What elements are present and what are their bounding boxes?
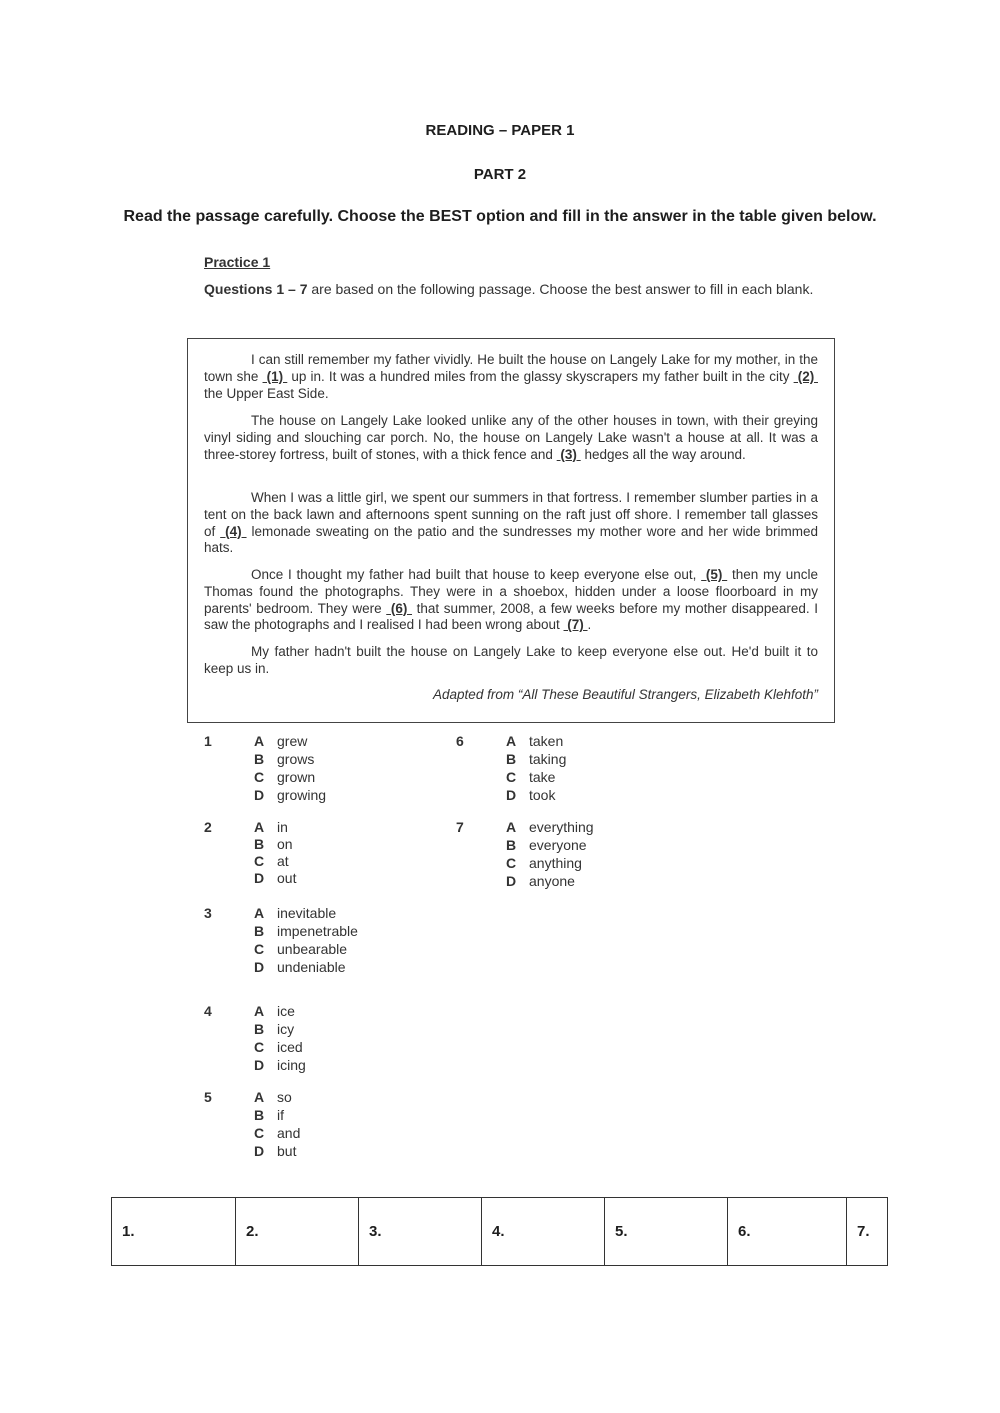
p2-text-b: hedges all the way around. <box>580 446 746 462</box>
option-4c[interactable] <box>254 1039 303 1057</box>
option-letter: C <box>506 855 517 871</box>
page-title: READING – PAPER 1 <box>425 122 575 139</box>
part-heading: PART 2 <box>473 166 527 183</box>
option-text: anything <box>529 855 582 871</box>
blank-4: (4) <box>220 523 247 539</box>
option-letter: C <box>506 769 517 785</box>
option-5a[interactable] <box>254 1089 292 1107</box>
option-text: on <box>277 836 293 852</box>
option-letter: A <box>506 819 517 835</box>
option-3a[interactable] <box>254 905 336 923</box>
answer-cell-5[interactable]: 5. <box>605 1198 728 1266</box>
passage-paragraph-1 <box>204 352 818 402</box>
option-letter: C <box>254 853 265 869</box>
option-1d[interactable] <box>254 787 326 805</box>
option-letter: A <box>254 905 265 921</box>
answer-cell-4[interactable]: 4. <box>482 1198 605 1266</box>
question-number: 3 <box>204 905 212 921</box>
option-letter: D <box>254 959 265 975</box>
option-2c[interactable] <box>254 853 289 871</box>
option-2a[interactable] <box>254 819 288 837</box>
option-letter: A <box>254 733 265 749</box>
questions-intro-text: are based on the following passage. Choose the best answer to fill in each blank. <box>307 281 814 297</box>
option-letter: A <box>254 1003 265 1019</box>
option-letter: D <box>254 1057 265 1073</box>
passage-box <box>187 338 835 723</box>
answer-cell-2[interactable]: 2. <box>236 1198 359 1266</box>
option-6a[interactable] <box>506 733 563 751</box>
option-text: taken <box>529 733 564 749</box>
p4-text-a: Once I thought my father had built that house to keep everyone else out, <box>251 567 702 582</box>
option-text: at <box>277 853 289 869</box>
question-number: 1 <box>204 733 212 749</box>
option-text: took <box>529 787 556 803</box>
option-text: ice <box>277 1003 295 1019</box>
option-letter: A <box>506 733 517 749</box>
p1-text-a: I can still remember my father vividly. He built the house on Langely Lake for my mother, in the town she <box>204 352 818 384</box>
instruction: Read the passage carefully. Choose the BEST option and fill in the answer in the table given below. <box>123 208 877 225</box>
p4-text-c: that summer, 2008, a few weeks before my mother disappeared. I saw the photographs and I realised I had been wrong about <box>204 600 818 633</box>
blank-3: (3) <box>556 446 581 462</box>
option-3c[interactable] <box>254 941 347 959</box>
option-letter: B <box>254 751 265 767</box>
option-letter: C <box>254 1039 265 1055</box>
option-text: anyone <box>529 873 575 889</box>
option-letter: D <box>254 787 265 803</box>
option-text: undeniable <box>277 959 346 975</box>
blank-7: (7) <box>563 617 588 633</box>
questions-intro <box>204 281 818 298</box>
option-text: taking <box>529 751 567 767</box>
option-text: so <box>277 1089 292 1105</box>
p3-text-a: When I was a little girl, we spent our summers in that fortress. I remember slumber parties in a tent on the back lawn and afternoons spent sunning on the raft just off shore. I remember tall glasses of <box>204 490 818 539</box>
answer-cell-3[interactable]: 3. <box>359 1198 482 1266</box>
option-1c[interactable] <box>254 769 315 787</box>
answer-cell-6[interactable]: 6. <box>728 1198 847 1266</box>
option-letter: C <box>254 769 265 785</box>
option-5b[interactable] <box>254 1107 284 1125</box>
answer-cell-1[interactable]: 1. <box>112 1198 236 1266</box>
option-5c[interactable] <box>254 1125 300 1143</box>
option-7d[interactable] <box>506 873 575 891</box>
option-text: out <box>277 870 297 886</box>
option-7c[interactable] <box>506 855 582 873</box>
option-letter: B <box>254 1021 265 1037</box>
blank-2: (2) <box>793 368 818 384</box>
passage-paragraph-3 <box>204 490 818 557</box>
option-text: icy <box>277 1021 295 1037</box>
option-text: take <box>529 769 556 785</box>
option-3d[interactable] <box>254 959 346 977</box>
passage-paragraph-5: My father hadn't built the house on Langely Lake to keep everyone else out. He'd built it to keep us in. <box>204 644 818 676</box>
p3-text-b: lemonade sweating on the patio and the sundresses my mother wore and her wide brimmed hats. <box>204 523 818 556</box>
question-number: 4 <box>204 1003 212 1019</box>
option-3b[interactable] <box>254 923 358 941</box>
option-6d[interactable] <box>506 787 555 805</box>
question-number: 2 <box>204 819 212 835</box>
p1-text-c: up in. It was a hundred miles from the glassy skyscrapers my father built in the city <box>287 368 794 384</box>
p1-text-d: the Upper East Side. <box>204 385 329 401</box>
option-text: and <box>277 1125 301 1141</box>
practice-heading: Practice 1 <box>204 254 271 270</box>
option-letter: D <box>506 873 517 889</box>
option-2b[interactable] <box>254 836 293 854</box>
option-text: grew <box>277 733 308 749</box>
option-text: in <box>277 819 288 835</box>
option-letter: B <box>506 751 517 767</box>
blank-5: (5) <box>701 567 728 582</box>
p2-text-a: The house on Langely Lake looked unlike any of the other houses in town, with their greying vinyl siding and slouching car porch. No, the house on Langely Lake wasn't a house at all. It was a three-storey fortress, built of stones, with a thick fence and <box>204 413 818 462</box>
passage-source: Adapted from “All These Beautiful Strangers, Elizabeth Klehfoth” <box>433 687 818 702</box>
option-text: icing <box>277 1057 306 1073</box>
option-letter: A <box>254 1089 265 1105</box>
option-7b[interactable] <box>506 837 587 855</box>
option-text: but <box>277 1143 297 1159</box>
answer-cell-7[interactable]: 7. <box>847 1198 888 1266</box>
option-6b[interactable] <box>506 751 566 769</box>
option-text: everything <box>529 819 594 835</box>
question-number: 7 <box>456 819 464 835</box>
option-letter: D <box>254 1143 265 1159</box>
option-letter: B <box>506 837 517 853</box>
option-7a[interactable] <box>506 819 594 837</box>
answer-table <box>111 1197 888 1266</box>
option-letter: A <box>254 819 265 835</box>
question-number: 6 <box>456 733 464 749</box>
option-text: iced <box>277 1039 303 1055</box>
option-4a[interactable] <box>254 1003 295 1021</box>
option-letter: B <box>254 836 265 852</box>
blank-1: (1) <box>262 368 288 384</box>
option-text: inevitable <box>277 905 337 921</box>
option-2d[interactable] <box>254 870 296 888</box>
p4-text-b: then my uncle Thomas found the photographs. They were in a shoebox, hidden under a loose floorboard in my parents' bedroom. They were <box>204 567 819 616</box>
option-4d[interactable] <box>254 1057 306 1075</box>
questions-range: Questions 1 – 7 <box>204 281 308 297</box>
option-letter: C <box>254 1125 265 1141</box>
option-letter: C <box>254 941 265 957</box>
option-text: if <box>277 1107 284 1123</box>
blank-6: (6) <box>386 600 413 616</box>
option-text: growing <box>277 787 327 803</box>
option-text: impenetrable <box>277 923 358 939</box>
option-1a[interactable] <box>254 733 307 751</box>
option-6c[interactable] <box>506 769 555 787</box>
passage-paragraph-4 <box>204 567 818 634</box>
option-text: grown <box>277 769 316 785</box>
option-5d[interactable] <box>254 1143 296 1161</box>
answer-row <box>112 1198 888 1266</box>
option-letter: B <box>254 923 265 939</box>
option-text: grows <box>277 751 315 767</box>
option-text: everyone <box>529 837 587 853</box>
passage-paragraph-2 <box>204 413 818 463</box>
option-4b[interactable] <box>254 1021 294 1039</box>
p4-text-d: . <box>587 617 592 633</box>
question-number: 5 <box>204 1089 212 1105</box>
option-text: unbearable <box>277 941 348 957</box>
option-letter: D <box>254 870 265 886</box>
option-letter: B <box>254 1107 265 1123</box>
option-letter: D <box>506 787 517 803</box>
option-1b[interactable] <box>254 751 314 769</box>
